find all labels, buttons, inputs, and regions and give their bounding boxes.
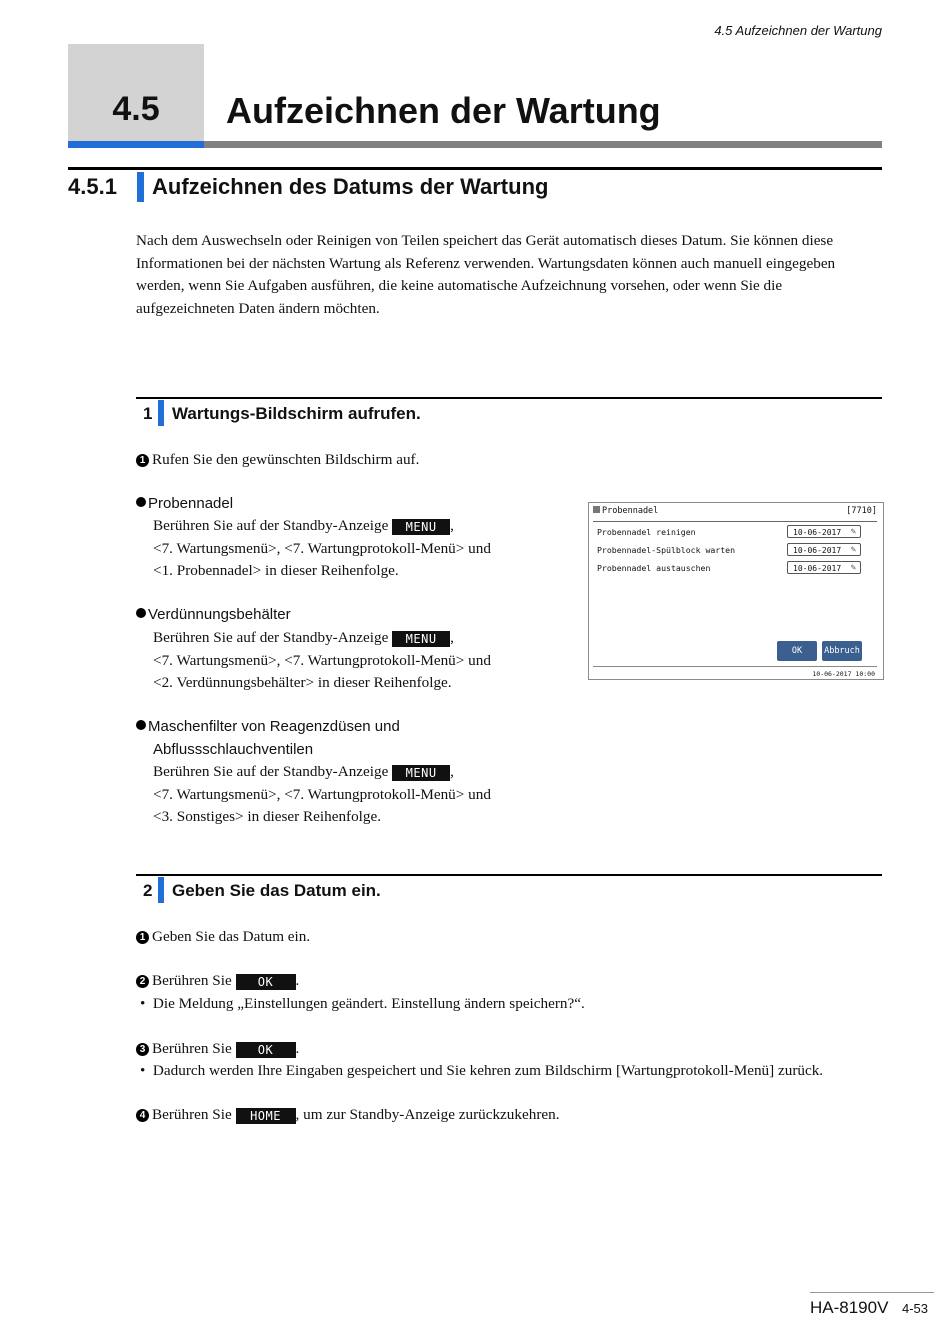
substep-number-badge: 2: [136, 975, 149, 988]
section-number: 4.5.1: [68, 174, 117, 199]
step1-accent-bar: [158, 400, 164, 426]
substep-punct: .: [295, 1040, 300, 1057]
substep-text: Geben Sie das Datum ein.: [152, 928, 311, 945]
pencil-icon: ✎: [850, 563, 856, 573]
screen-cancel-button: Abbruch: [822, 641, 862, 661]
bullet-dot: [136, 720, 146, 730]
instruction-punct: ,: [450, 517, 454, 534]
step2-note-2: • Dadurch werden Ihre Eingaben gespeichert und Sie kehren zum Bildschirm [Wartungprotokoll-Menü] zurück.: [140, 1062, 824, 1079]
screen-timestamp: 10-06-2017 10:00: [812, 670, 875, 678]
date-field-reinigen: [787, 525, 861, 538]
chapter-title: Aufzeichnen der Wartung: [226, 90, 661, 131]
substep-text: Berühren Sie: [152, 1106, 232, 1123]
step2-number: 2: [143, 881, 153, 900]
section-rule: [68, 167, 882, 170]
ok-key: OK: [236, 1042, 296, 1058]
substep-text-tail: , um zur Standby-Anzeige zurückzukehren.: [295, 1106, 560, 1123]
screen-title: [593, 506, 658, 516]
date-value: 10-06-2017: [793, 546, 842, 555]
bullet-dot: [136, 608, 146, 618]
item-instruction-line: [153, 763, 454, 781]
chapter-number: 4.5: [112, 90, 160, 128]
screen-divider: [593, 521, 877, 522]
note-text: Dadurch werden Ihre Eingaben gespeichert und Sie kehren zum Bildschirm [Wartungprotokoll-Menü] zurück.: [152, 1062, 824, 1079]
menu-key: MENU: [392, 765, 450, 781]
row-label-austauschen: Probennadel austauschen: [597, 563, 711, 573]
footer-model: HA-8190V: [810, 1298, 889, 1317]
item-path-line: <2. Verdünnungsbehälter> in dieser Reihenfolge.: [153, 674, 452, 691]
chapter-accent-bar: [68, 141, 204, 148]
item-heading-verduennungsbehaelter: [136, 606, 291, 623]
item-heading-text: Verdünnungsbehälter: [148, 606, 291, 623]
substep-number-badge: 3: [136, 1043, 149, 1056]
date-value: 10-06-2017: [793, 528, 842, 537]
item-path-line: <3. Sonstiges> in dieser Reihenfolge.: [153, 808, 382, 825]
date-value: 10-06-2017: [793, 564, 842, 573]
row-label-reinigen: Probennadel reinigen: [597, 527, 696, 537]
running-head: 4.5 Aufzeichnen der Wartung: [714, 23, 882, 38]
step2-note-1: • Die Meldung „Einstellungen geändert. Einstellung ändern speichern?“.: [140, 995, 585, 1012]
item-path-line: <1. Probennadel> in dieser Reihenfolge.: [153, 562, 399, 579]
substep-text: Rufen Sie den gewünschten Bildschirm auf.: [152, 451, 420, 468]
step1-title: Wartungs-Bildschirm aufrufen.: [172, 404, 421, 423]
step1-substep-1: [136, 451, 419, 469]
row-label-spuelblock: Probennadel-Spülblock warten: [597, 545, 736, 555]
item-path-line: <7. Wartungsmenü>, <7. Wartungprotokoll-Menü> und: [153, 786, 491, 803]
menu-key: MENU: [392, 519, 450, 535]
substep-number-badge: 4: [136, 1109, 149, 1122]
section-accent-bar: [137, 172, 144, 202]
step1-rule: [136, 397, 882, 399]
item-path-line: <7. Wartungsmenü>, <7. Wartungprotokoll-Menü> und: [153, 540, 491, 557]
intro-paragraph: Nach dem Auswechseln oder Reinigen von Teilen speichert das Gerät automatisch dieses Datum. Sie können diese Informationen bei der nächsten Wartung als Referenz verwenden. Wartungsdaten können auch manuell eingegeben werden, wenn Sie Aufgaben ausführen, die keine automatische Aufzeichnung vorsehen, oder wenn Sie die aufgezeichneten Daten ändern möchten.: [136, 232, 836, 317]
chapter-underline: [204, 141, 882, 148]
item-heading-probennadel: [136, 495, 233, 512]
date-field-austauschen: [787, 561, 861, 574]
date-field-spuelblock: [787, 543, 861, 556]
step2-rule: [136, 874, 882, 876]
step2-substep-3: [136, 1040, 299, 1058]
screen-title-text: Probennadel: [602, 506, 659, 516]
item-heading-maschenfilter: [136, 718, 400, 735]
instruction-text: Berühren Sie auf der Standby-Anzeige: [153, 629, 389, 646]
step2-substep-2: [136, 972, 299, 990]
instruction-punct: ,: [450, 763, 454, 780]
screen-ok-button: OK: [777, 641, 817, 661]
item-instruction-line: [153, 629, 454, 647]
step2-substep-1: [136, 928, 310, 946]
probennadel-screen-image: [588, 502, 884, 680]
step2-accent-bar: [158, 877, 164, 903]
substep-text: Berühren Sie: [152, 1040, 232, 1057]
footer-rule: [810, 1292, 934, 1293]
substep-punct: .: [295, 972, 300, 989]
section-title: Aufzeichnen des Datums der Wartung: [152, 174, 549, 199]
pencil-icon: ✎: [850, 527, 856, 537]
substep-text: Berühren Sie: [152, 972, 232, 989]
step2-substep-4: [136, 1106, 560, 1124]
instruction-text: Berühren Sie auf der Standby-Anzeige: [153, 517, 389, 534]
screen-footer-divider: [593, 666, 877, 667]
instruction-text: Berühren Sie auf der Standby-Anzeige: [153, 763, 389, 780]
substep-number-badge: 1: [136, 931, 149, 944]
pencil-icon: ✎: [850, 545, 856, 555]
step2-title: Geben Sie das Datum ein.: [172, 881, 381, 900]
bullet-dot: [136, 497, 146, 507]
item-instruction-line: [153, 517, 454, 535]
item-heading-text: Maschenfilter von Reagenzdüsen und: [148, 718, 400, 735]
note-text: Die Meldung „Einstellungen geändert. Einstellung ändern speichern?“.: [152, 995, 585, 1012]
ok-key: OK: [236, 974, 296, 990]
footer-page-number: 4-53: [902, 1301, 929, 1316]
item-heading-text: Probennadel: [148, 495, 234, 512]
item-path-line: <7. Wartungsmenü>, <7. Wartungprotokoll-Menü> und: [153, 652, 491, 669]
item-heading-continuation: Abflussschlauchventilen: [153, 741, 314, 758]
substep-number-badge: 1: [136, 454, 149, 467]
window-icon: [593, 506, 600, 513]
menu-key: MENU: [392, 631, 450, 647]
step1-number: 1: [143, 404, 153, 423]
screen-code: [7710]: [846, 506, 877, 516]
home-key: HOME: [236, 1108, 296, 1124]
instruction-punct: ,: [450, 629, 454, 646]
